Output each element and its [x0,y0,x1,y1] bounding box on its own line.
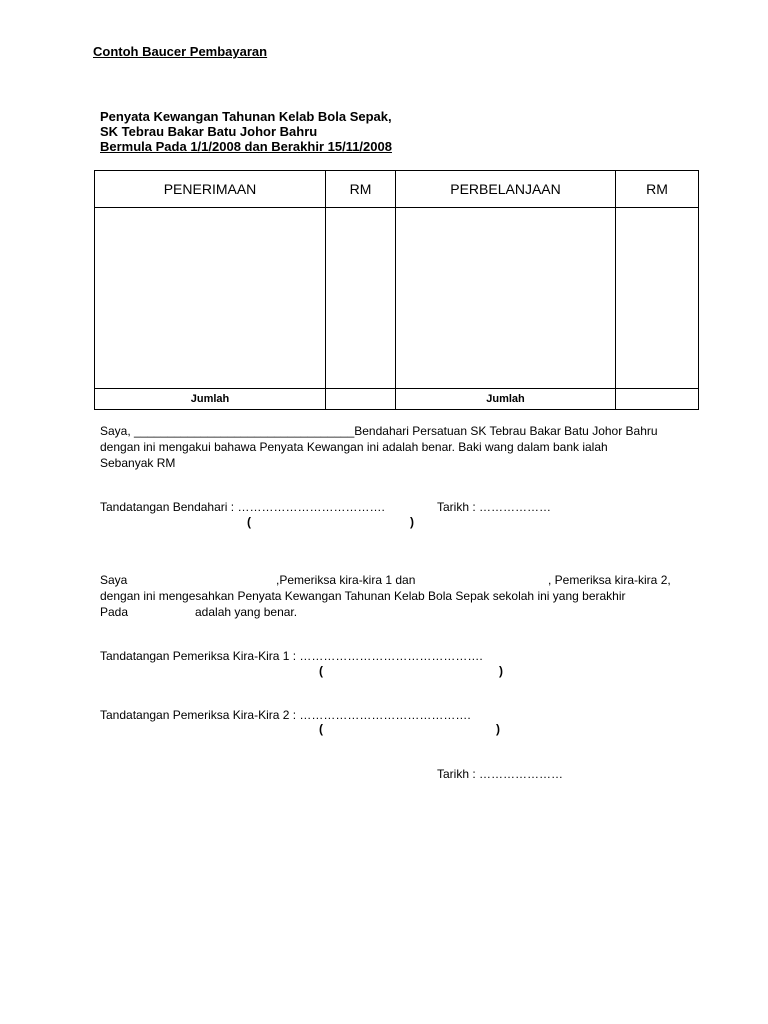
treasurer-date-label: Tarikh : ……………… [437,500,552,514]
document-heading: Contoh Baucer Pembayaran [93,44,268,59]
expenses-amount-cell [616,208,699,389]
total-amount-receipts [326,389,396,410]
total-label-expenses: Jumlah [396,389,616,410]
auditor1-signature-label: Tandatangan Pemeriksa Kira-Kira 1 : ………………………………………. [100,649,483,663]
statement-title-line2: SK Tebrau Bakar Batu Johor Bahru [100,124,318,139]
auditor-statement-pada: Pada [100,605,129,619]
statement-period: Bermula Pada 1/1/2008 dan Berakhir 15/11/2008 [100,139,392,154]
treasurer-signature-label: Tandatangan Bendahari : ………………………………. [100,500,385,514]
treasurer-name-paren-close: ) [410,515,414,529]
total-label-receipts: Jumlah [95,389,326,410]
auditor-statement-saya: Saya [100,573,128,587]
header-perbelanjaan: PERBELANJAAN [396,171,616,208]
auditor2-signature-label: Tandatangan Pemeriksa Kira-Kira 2 : ……………………………………. [100,708,471,722]
statement-title-line1: Penyata Kewangan Tahunan Kelab Bola Sepak, [100,109,392,124]
auditor-statement-line2: dengan ini mengesahkan Penyata Kewangan Tahunan Kelab Bola Sepak sekolah ini yang berakhir [100,589,626,603]
receipts-cell [95,208,326,389]
auditor-statement-auditor1: ,Pemeriksa kira-kira 1 dan [276,573,416,587]
header-rm-receipts: RM [326,171,396,208]
auditor2-name-paren-close: ) [496,722,500,736]
table-header-row [95,171,699,208]
finance-table [94,170,699,410]
final-date-label: Tarikh : ………………… [437,767,564,781]
auditor1-name-paren-open: ( [319,664,323,678]
total-amount-expenses [616,389,699,410]
treasurer-statement-line1: Saya, _________________________________Bendahari Persatuan SK Tebrau Bakar Batu Johor Bahru [100,424,658,438]
treasurer-statement-line3: Sebanyak RM [100,456,176,470]
treasurer-statement-line2: dengan ini mengakui bahawa Penyata Kewangan ini adalah benar. Baki wang dalam bank ialah [100,440,608,454]
header-rm-expenses: RM [616,171,699,208]
receipts-amount-cell [326,208,396,389]
treasurer-name-paren-open: ( [247,515,251,529]
header-penerimaan: PENERIMAAN [95,171,326,208]
auditor-statement-tail: adalah yang benar. [195,605,298,619]
table-body-row [95,208,699,389]
expenses-cell [396,208,616,389]
auditor2-name-paren-open: ( [319,722,323,736]
auditor1-name-paren-close: ) [499,664,503,678]
auditor-statement-auditor2: , Pemeriksa kira-kira 2, [548,573,671,587]
table-total-row [95,389,699,410]
